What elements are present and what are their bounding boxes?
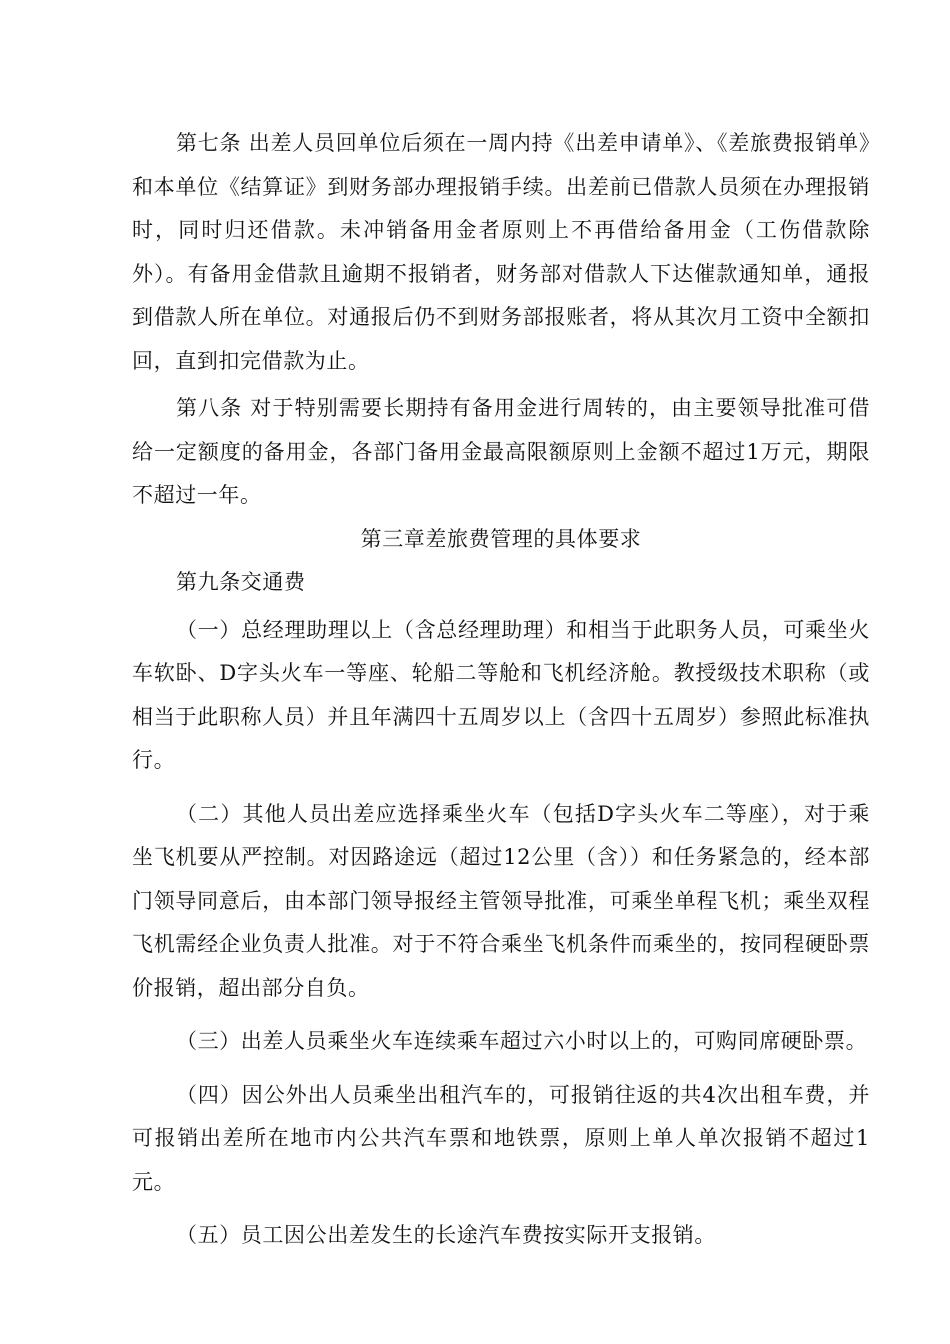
item-5-paragraph: （五）员工因公出差发生的长途汽车费按实际开支报销。 (176, 1223, 716, 1247)
item-4-paragraph: （四）因公外出人员乘坐出租汽车的，可报销往返的共4次出租车费，并可报销出差所在地市内公共汽车票和地铁票，原则上单人单次报销不超过1元。 (132, 1082, 870, 1194)
item-2-paragraph: （二）其他人员出差应选择乘坐火车（包括D字头火车二等座），对于乘坐飞机要从严控制。对因路途远（超过12公里（含））和任务紧急的，经本部门领导同意后，由本部门领导报经主管领导批准，可乘坐单程飞机；乘坐双程飞机需经企业负责人批准。对于不符合乘坐飞机条件而乘坐的，按同程硬卧票价报销，超出部分自负。 (132, 801, 870, 1000)
article-7-paragraph: 第七条 出差人员回单位后须在一周内持《出差申请单》、《差旅费报销单》和本单位《结算证》到财务部办理报销手续。出差前已借款人员须在办理报销时，同时归还借款。未冲销备用金者原则上不再借给备用金（工伤借款除外）。有备用金借款且逾期不报销者，财务部对借款人下达催款通知单，通报到借款人所在单位。对通报后仍不到财务部报账者，将从其次月工资中全额扣回，直到扣完借款为止。 (132, 131, 870, 373)
document-page (132, 122, 870, 1258)
article-8-paragraph: 第八条 对于特别需要长期持有备用金进行周转的，由主要领导批准可借给一定额度的备用金，各部门备用金最高限额原则上金额不超过1万元，期限不超过一年。 (132, 396, 870, 507)
chapter-heading: 第三章差旅费管理的具体要求 (360, 526, 642, 551)
item-1-paragraph: （一）总经理助理以上（含总经理助理）和相当于此职务人员，可乘坐火车软卧、D字头火车一等座、轮船二等舱和飞机经济舱。教授级技术职称（或相当于此职称人员）并且年满四十五周岁以上（含四十五周岁）参照此标准执行。 (132, 617, 870, 772)
item-3-paragraph: （三）出差人员乘坐火车连续乘车超过六小时以上的，可购同席硬卧票。 (176, 1029, 868, 1053)
article-9-title: 第九条交通费 (176, 570, 306, 594)
